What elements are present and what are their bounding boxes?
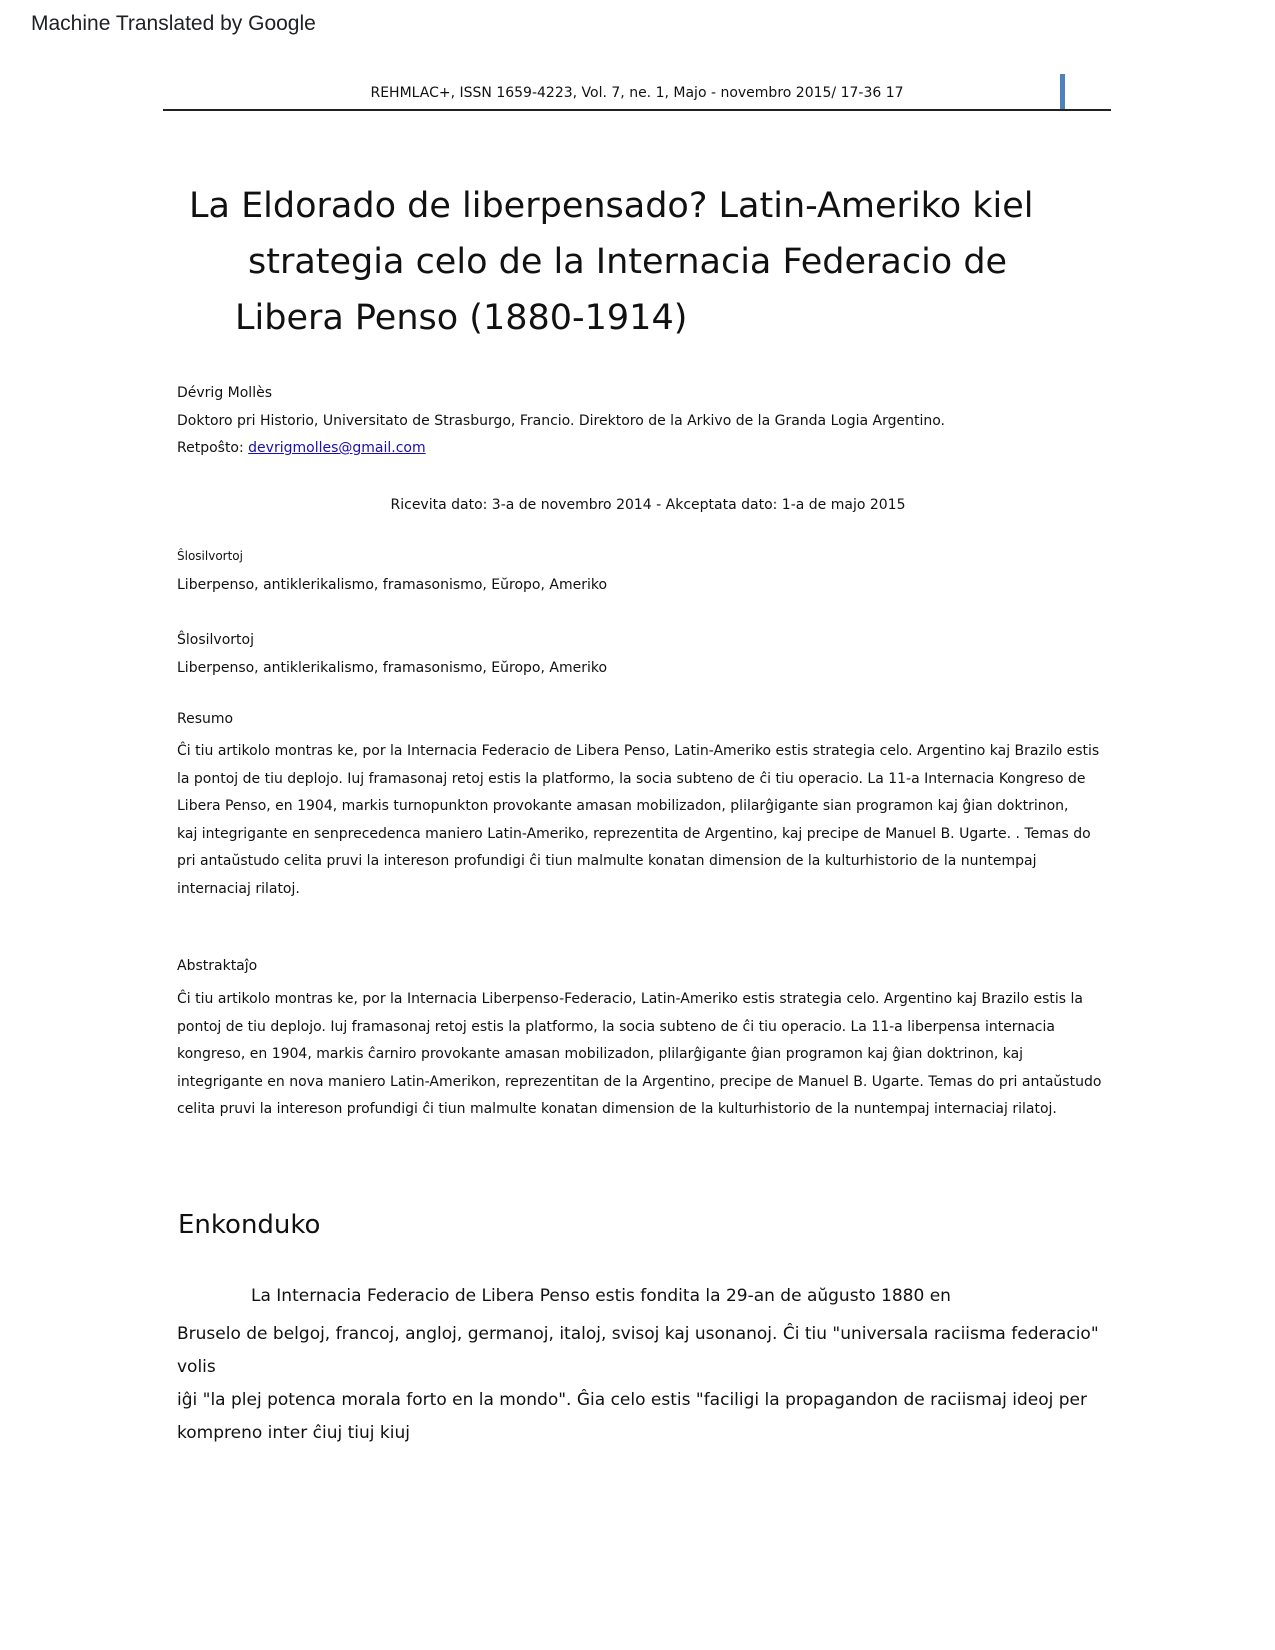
section-heading: Enkonduko (178, 1210, 321, 1240)
keywords-text: Liberpenso, antiklerikalismo, framasonismo, Eŭropo, Ameriko (177, 577, 608, 593)
text-line: kompreno inter ĉiuj tiuj kiuj (177, 1423, 410, 1443)
title-line: Libera Penso (1880-1914) (235, 298, 688, 338)
author-email-line (177, 440, 1117, 456)
author-name: Dévrig Mollès (177, 385, 272, 401)
text-line: la pontoj de tiu deplojo. Iuj framasonaj retoj estis la platformo, la socia subteno de ĉi tiu operacio. La 11-a Internacia Kongreso de (177, 770, 1086, 787)
header-accent-bar (1060, 74, 1065, 110)
submission-dates: Ricevita dato: 3-a de novembro 2014 - Akceptata dato: 1-a de majo 2015 (390, 497, 906, 513)
email-label: Retpoŝto: (177, 440, 244, 456)
machine-translation-banner: Machine Translated by Google (31, 12, 316, 35)
keywords-label: Ŝlosilvortoj (177, 549, 243, 563)
resumo-text (177, 738, 1117, 903)
header-rule (163, 109, 1111, 111)
text-line: celita pruvi la intereson profundigi ĉi tiun malmulte konatan dimension de la kulturhistorio de la nuntempaj internaciaj rilatoj. (177, 1101, 1057, 1117)
text-line: Ĉi tiu artikolo montras ke, por la Internacia Federacio de Libera Penso, Latin-Ameriko estis strategia celo. Argentino kaj Brazilo estis (177, 743, 1100, 759)
title-line: strategia celo de la Internacia Federacio de (248, 242, 1008, 282)
text-line: Libera Penso, en 1904, markis turnopunkton provokante amasan mobilizadon, plilarĝigante sian programon kaj ĝian doktrinon, (177, 798, 1069, 814)
title-line: La Eldorado de liberpensado? Latin-Ameriko kiel (189, 186, 1034, 226)
keywords-text: Liberpenso, antiklerikalismo, framasonismo, Eŭropo, Ameriko (177, 660, 608, 676)
text-line: Bruselo de belgoj, francoj, angloj, germanoj, italoj, svisoj kaj usonanoj. Ĉi tiu "universala raciisma federacio" volis (177, 1324, 1099, 1377)
text-line: La Internacia Federacio de Libera Penso estis fondita la 29-an de aŭgusto 1880 en (251, 1286, 951, 1306)
text-line: pri antaŭstudo celita pruvi la intereson profundigi ĉi tiun malmulte konatan dimension de la kulturhistorio de la nuntempaj (177, 853, 1037, 869)
text-line: internaciaj rilatoj. (177, 880, 300, 897)
email-link[interactable]: devrigmolles@gmail.com (248, 440, 426, 456)
text-line: pontoj de tiu deplojo. Iuj framasonaj retoj estis la platformo, la socia subteno de ĉi tiu operacio. La 11-a liberpensa internacia (177, 1018, 1055, 1035)
author-affiliation: Doktoro pri Historio, Universitato de Strasburgo, Francio. Direktoro de la Arkivo de la Granda Logia Argentino. (177, 413, 945, 429)
resumo-label: Resumo (177, 711, 234, 727)
text-line: Ĉi tiu artikolo montras ke, por la Internacia Liberpenso-Federacio, Latin-Ameriko estis strategia celo. Argentino kaj Brazilo estis la (177, 991, 1083, 1007)
text-line: iĝi "la plej potenca morala forto en la mondo". Ĝia celo estis "faciligi la propagandon de raciismaj ideoj per (177, 1390, 1087, 1410)
article-title (0, 178, 1200, 346)
text-line: integrigante en nova maniero Latin-Amerikon, reprezentitan de la Argentino, precipe de Manuel B. Ugarte. Temas do pri antaŭstudo (177, 1073, 1102, 1090)
text-line: kaj integrigante en senprecedenca maniero Latin-Ameriko, reprezentita de Argentino, kaj precipe de Manuel B. Ugarte. . Temas do (177, 825, 1091, 842)
abstrakto-label: Abstraktaĵo (177, 958, 258, 974)
keywords-label: Ŝlosilvortoj (177, 632, 254, 648)
journal-header: REHMLAC+, ISSN 1659-4223, Vol. 7, ne. 1, Majo - novembro 2015/ 17-36 17 (370, 85, 904, 101)
abstrakto-text (177, 986, 1122, 1124)
intro-paragraph (177, 1280, 1117, 1450)
text-line: kongreso, en 1904, markis ĉarniro provokante amasan mobilizadon, plilarĝigante ĝian programon kaj ĝian doktrinon, kaj (177, 1046, 1024, 1062)
